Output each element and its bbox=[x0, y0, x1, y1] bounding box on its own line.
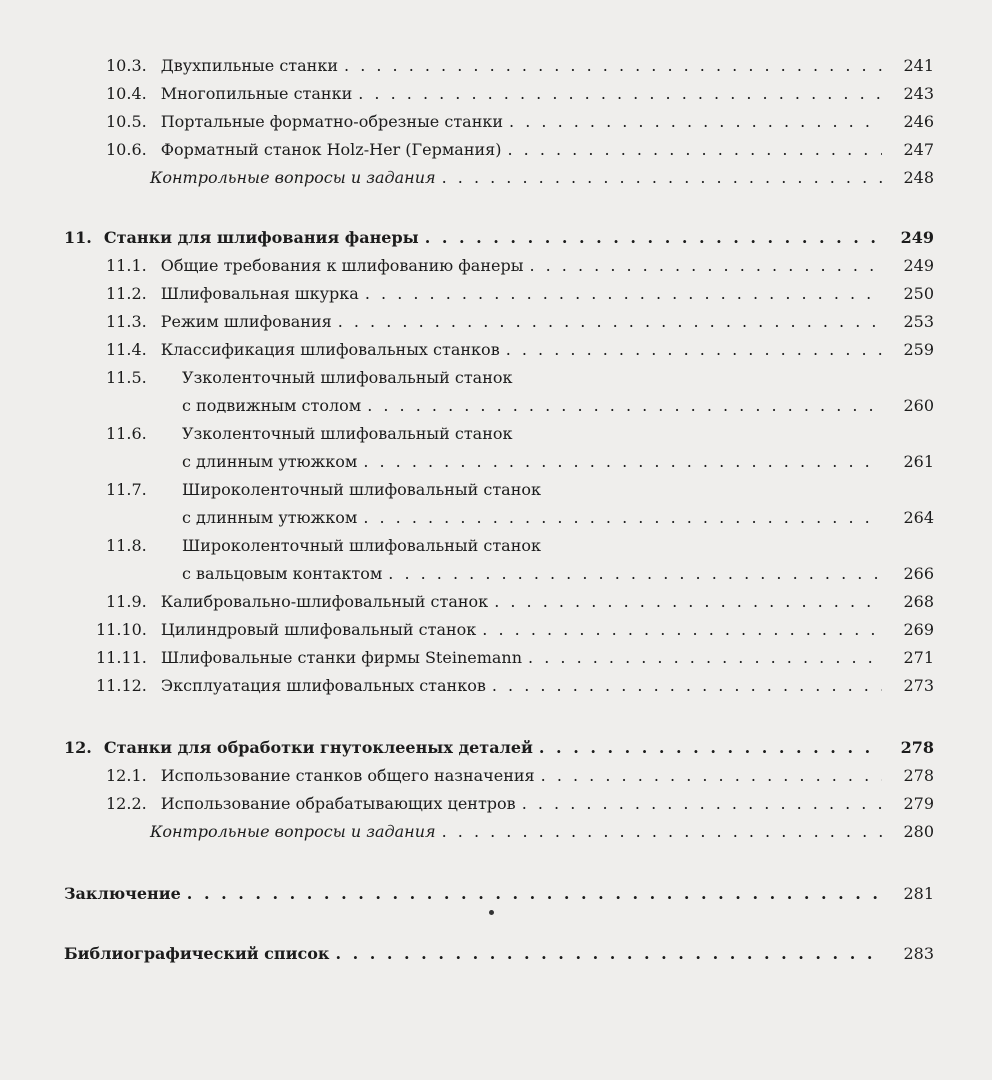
dot-leader bbox=[528, 648, 882, 667]
print-speck bbox=[489, 910, 494, 915]
toc-entry-title: Использование обрабатывающих центров bbox=[160, 794, 516, 813]
toc-entry-page: 273 bbox=[903, 676, 934, 695]
toc-chapter bbox=[64, 228, 934, 247]
toc-entry-title: Калибровально-шлифовальный станок bbox=[160, 592, 489, 611]
toc-entry-page: 271 bbox=[903, 648, 934, 667]
toc-entry-page: 280 bbox=[903, 822, 934, 841]
toc-entry-continuation bbox=[182, 564, 934, 583]
toc-entry-number: 11.2. bbox=[106, 284, 147, 303]
toc-entry-title: Широколенточный шлифовальный станок bbox=[182, 536, 542, 555]
toc-entry-page: 281 bbox=[903, 884, 934, 903]
toc-chapter bbox=[64, 884, 934, 903]
toc-entry bbox=[106, 536, 934, 555]
toc-entry-title: Библиографический список bbox=[64, 944, 330, 963]
toc-entry-number: 11.11. bbox=[96, 648, 147, 667]
toc-entry-title: Контрольные вопросы и задания bbox=[150, 168, 436, 187]
toc-entry-page: 259 bbox=[903, 340, 934, 359]
toc-entry-number: 11.7. bbox=[106, 480, 147, 499]
toc-entry-title: Общие требования к шлифованию фанеры bbox=[160, 256, 524, 275]
toc-entry-number: 10.5. bbox=[106, 112, 147, 131]
toc-entry-page: 266 bbox=[903, 564, 934, 583]
toc-entry bbox=[106, 340, 934, 359]
toc-entry-title: Режим шлифования bbox=[160, 312, 332, 331]
toc-entry bbox=[96, 676, 934, 695]
toc-entry-title-line2: с длинным утюжком bbox=[182, 508, 358, 527]
toc-entry bbox=[106, 592, 934, 611]
toc-entry-number: 12. bbox=[64, 738, 92, 757]
toc-entry-title: Широколенточный шлифовальный станок bbox=[182, 480, 542, 499]
dot-leader bbox=[344, 56, 882, 75]
toc-entry-page: 243 bbox=[903, 84, 934, 103]
dot-leader bbox=[367, 396, 882, 415]
toc-entry-title: Цилиндровый шлифовальный станок bbox=[160, 620, 477, 639]
toc-entry bbox=[150, 822, 934, 841]
toc-entry-number: 11.10. bbox=[96, 620, 147, 639]
toc-entry bbox=[106, 112, 934, 131]
toc-entry-title: Классификация шлифовальных станков bbox=[160, 340, 500, 359]
dot-leader bbox=[363, 508, 882, 527]
toc-entry bbox=[150, 168, 934, 187]
dot-leader bbox=[442, 168, 882, 187]
toc-entry-number: 11. bbox=[64, 228, 92, 247]
toc-entry-number: 10.3. bbox=[106, 56, 147, 75]
toc-entry-page: 241 bbox=[903, 56, 934, 75]
dot-leader bbox=[388, 564, 882, 583]
toc-entry-number: 11.5. bbox=[106, 368, 147, 387]
toc-entry-number: 12.1. bbox=[106, 766, 147, 785]
toc-entry bbox=[106, 312, 934, 331]
toc-chapter bbox=[64, 944, 934, 963]
dot-leader bbox=[187, 884, 882, 903]
toc-entry-number: 10.6. bbox=[106, 140, 147, 159]
toc-entry-page: 247 bbox=[903, 140, 934, 159]
toc-entry-page: 248 bbox=[903, 168, 934, 187]
toc-entry-title: Форматный станок Holz-Her (Германия) bbox=[160, 140, 502, 159]
toc-entry-title-line2: с длинным утюжком bbox=[182, 452, 358, 471]
toc-entry-number: 10.4. bbox=[106, 84, 147, 103]
toc-entry-title-line2: с подвижным столом bbox=[182, 396, 362, 415]
dot-leader bbox=[522, 794, 882, 813]
toc-entry-title: Заключение bbox=[64, 884, 181, 903]
toc-entry-title: Многопильные станки bbox=[160, 84, 353, 103]
toc-entry-title: Эксплуатация шлифовальных станков bbox=[160, 676, 486, 695]
toc-entry-number: 12.2. bbox=[106, 794, 147, 813]
dot-leader bbox=[365, 284, 882, 303]
toc-entry bbox=[106, 56, 934, 75]
toc-entry bbox=[106, 140, 934, 159]
toc-entry-title: Узколенточный шлифовальный станок bbox=[182, 424, 513, 443]
toc-entry-page: 249 bbox=[900, 228, 934, 247]
toc-entry-number: 11.12. bbox=[96, 676, 147, 695]
toc-entry-continuation bbox=[182, 452, 934, 471]
toc-entry-title: Использование станков общего назначения bbox=[160, 766, 535, 785]
toc-entry bbox=[106, 256, 934, 275]
toc-entry-title: Станки для шлифования фанеры bbox=[103, 228, 419, 247]
toc-entry bbox=[96, 648, 934, 667]
toc-entry-number: 11.8. bbox=[106, 536, 147, 555]
dot-leader bbox=[509, 112, 882, 131]
toc-entry bbox=[106, 284, 934, 303]
toc-entry-page: 253 bbox=[903, 312, 934, 331]
toc-entry bbox=[106, 368, 934, 387]
toc-entry bbox=[106, 480, 934, 499]
toc-entry-number: 11.1. bbox=[106, 256, 147, 275]
toc-entry-title: Шлифовальная шкурка bbox=[160, 284, 359, 303]
dot-leader bbox=[541, 766, 882, 785]
dot-leader bbox=[363, 452, 882, 471]
dot-leader bbox=[482, 620, 882, 639]
toc-entry-page: 264 bbox=[903, 508, 934, 527]
toc-entry bbox=[106, 794, 934, 813]
toc-entry-page: 260 bbox=[903, 396, 934, 415]
toc-entry-continuation bbox=[182, 508, 934, 527]
toc-chapter bbox=[64, 738, 934, 757]
toc-entry-title: Двухпильные станки bbox=[160, 56, 339, 75]
toc-entry-page: 279 bbox=[903, 794, 934, 813]
toc-entry-title: Шлифовальные станки фирмы Steinemann bbox=[160, 648, 523, 667]
dot-leader bbox=[494, 592, 882, 611]
toc-entry bbox=[106, 424, 934, 443]
dot-leader bbox=[539, 738, 882, 757]
dot-leader bbox=[358, 84, 882, 103]
toc-entry-number: 11.3. bbox=[106, 312, 147, 331]
toc-entry-title: Контрольные вопросы и задания bbox=[150, 822, 436, 841]
toc-entry-number: 11.6. bbox=[106, 424, 147, 443]
toc-entry-page: 268 bbox=[903, 592, 934, 611]
toc-entry-number: 11.9. bbox=[106, 592, 147, 611]
toc-entry bbox=[106, 766, 934, 785]
toc-entry-page: 283 bbox=[903, 944, 934, 963]
dot-leader bbox=[529, 256, 882, 275]
toc-entry-title: Узколенточный шлифовальный станок bbox=[182, 368, 513, 387]
toc-entry-page: 250 bbox=[903, 284, 934, 303]
dot-leader bbox=[338, 312, 882, 331]
toc-entry-title: Портальные форматно-обрезные станки bbox=[160, 112, 504, 131]
toc-entry-page: 278 bbox=[900, 738, 934, 757]
toc-entry-page: 269 bbox=[903, 620, 934, 639]
toc-entry-number: 11.4. bbox=[106, 340, 147, 359]
dot-leader bbox=[506, 340, 882, 359]
toc-entry-title-line2: с вальцовым контактом bbox=[182, 564, 383, 583]
dot-leader bbox=[492, 676, 882, 695]
dot-leader bbox=[507, 140, 882, 159]
toc-entry-page: 278 bbox=[903, 766, 934, 785]
dot-leader bbox=[442, 822, 882, 841]
toc-entry bbox=[106, 84, 934, 103]
toc-entry-continuation bbox=[182, 396, 934, 415]
toc-entry-page: 249 bbox=[903, 256, 934, 275]
dot-leader bbox=[425, 228, 882, 247]
dot-leader bbox=[335, 944, 882, 963]
toc-entry-page: 261 bbox=[903, 452, 934, 471]
toc-entry-title: Станки для обработки гнутоклееных деталей bbox=[103, 738, 533, 757]
toc-entry-page: 246 bbox=[903, 112, 934, 131]
toc-entry bbox=[96, 620, 934, 639]
